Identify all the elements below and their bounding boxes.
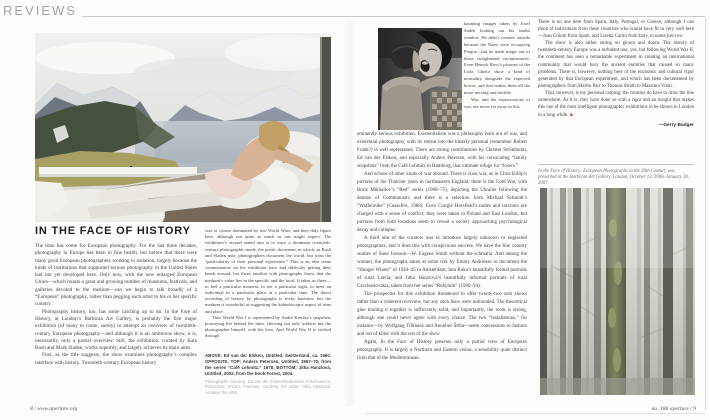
author-signature: —Gerry Badger — [658, 123, 694, 129]
text-column-2 — [205, 228, 331, 353]
paragraph: was of course dominated by two World Wars, and they duly figure here, although not quite as much as one might expect. The exhibition’s second stated aim is to trace a dominant twentieth-century photographic mode, the poetic document, in which, as Bush and Sladen note, photographers document the world, but from the “particularity of their personal experience.” This is an idea some commentators on the exhibition have had difficulty getting their heads around, but those familiar with photography know that the medium’s value lies in the specific and the local. It takes us there—to feel a particular moment, to see a particular sight, to meet an individual in a particular place at a particular time. The direct recording of history by photographs is tricky business, but the medium is wonderful at suggesting the kaleidoscopic aspect of time and place. — [205, 228, 331, 314]
paragraph: Thus World War I is represented by André Kertész’s snapshots portraying life behind the lines, showing not only soldiers but the photographer himself, with his love. And World War II is evoked through — [205, 314, 331, 339]
paragraph-text: That, however, is my personal carping; the curators do have to draw the line somewhere. As it is, they have done so with a rigor and an insight that makes this one of the most intelligent photographic exhibitions to be shown in London in a long while. — [538, 90, 694, 119]
paragraph: The show is also rather strong on gloom and doom. The history of twentieth-century Europe was a turbulent one, yes, but following World War II, the continent has seen a remarkable experiment in creating an international community that would bury the ancient enmities that caused so many problems. There is, however, nothing here of the economic and cultural vigor generated by that European experiment, and which has been documented by photographers from Martin Parr to Thomas Struth to Massimo Vitali. — [538, 41, 694, 89]
paragraph: A third aim of the curators was to introduce largely unknown or neglected photographers, and it does this with conspicuous success. We have the fine country studies of Sune Jonsson—W. Eugene Smith without the schmaltz. And among the women, the photographs taken at some risk by Emmy Andriesse to document the “Hunger Winter” of 1944–45 in Amsterdam; Inta Ruka’s beautifully formal portraits of rural Latvia; and Jitka Hanzlová’s beautifully informal portraits of rural Czechoslovakia, taken from her series “Rokytník” (1990–94). — [357, 236, 527, 289]
divider-rule — [538, 164, 694, 165]
foggy-forest-illustration — [540, 188, 695, 395]
paragraph: There is no one here from Spain, Italy, Portugal, or Greece, although I can think of individuals from these countries who would have fit in very well here—Joan Colom from Spain, and Lisetta Carmi from Italy, to name just two. — [538, 20, 694, 40]
page-gutter — [344, 20, 356, 406]
footer-page-left: 8 / www.aperture.org — [30, 406, 78, 412]
photo-credits: Photographs courtesy: Ed van der Elsken/Nederlands Fotomuseum, Rotterdam; Anders Petersen, courtesy the artist; Jitka Hanzlová, courtesy the artist. — [205, 379, 331, 395]
page-edge-bottom — [365, 413, 705, 414]
photo-cafe-lehmitz — [378, 28, 462, 130]
photo-forest — [540, 188, 695, 395]
paragraph: Again, In the Face of History presents only a partial view of European photography. It is largely a Northern and Eastern vision, a sensibility quite distinct from that of the Mediterranean. — [357, 340, 527, 361]
text-column-3-beside-photo — [464, 21, 530, 131]
embracing-couple-illustration — [378, 28, 462, 130]
photo-caption: ABOVE: Ed van der Elsken, Untitled, Switzerland, ca. 1960. OPPOSITE, TOP: Anders Petersen, Untitled, 1967–70, from the series “Café Lehmitz,” 1978; BOTTOM: Jitka Hanzlová, Untitled, 2002, from the book Forest, 2004. — [205, 353, 331, 376]
article-title: IN THE FACE OF HISTORY — [35, 225, 191, 237]
exhibition-note: In the Face of History: European Photographs in the 20th Century was presented at the Barbican Art Gallery, London, October 13, 2006–January 28, 2007. — [538, 169, 689, 186]
paragraph: eminently serious exhibition. Existentialism was a philosophy born out of war, and existential photography, with its retreat into the bleakly personal (remember Robert Frank?) is well represented. There are strong contributions by Christer Strömholm, Ed van der Elsken, and especially Anders Petersen, with his coruscating “family snapshots” from the Café Lehmitz in Hamburg, that ultimate refuge for “losers.” — [357, 132, 527, 169]
text-column-1 — [35, 243, 197, 390]
footer-page-right: no. 186 aperture / 9 — [651, 406, 696, 412]
paragraph: The time has come for European photography. For the last three decades, photography in Europe has been in fine health, but before that there were many good European photographers working in isolation, largely because the kinds of institutions that supported serious photography in the United States had not yet developed here. Only now, with the new enlarged European Union—which boasts a great and growing number of museums, festivals, and galleries devoted to the medium—can we begin to talk broadly of a “European” photography, rather than pegging each artist to his or her specific country. — [35, 243, 197, 308]
paragraph: War, and the repercussions of war, are never far away in this — [464, 96, 530, 109]
paragraph: And echoes of other kinds of war abound. There is class war, as in Chris Killip’s pictures of the Thatcher years in northeastern England; there is the Cold War, with Boris Mikhailov’s “Red” series (1968–75), depicting the Ukraine following the demise of Communism; and there is a selection from Michael Schmidt’s “Waffenruhe” (Ceasefire, 1988). Even Craigie Horsfield’s nudes and interiors are charged with a sense of conflict; they were taken in Poland and East London, but pictures from both locations seem to reveal a society approaching psychological decay and collapse. — [357, 172, 527, 233]
paragraph: haunting images taken by Josef Sudek looking out his studio window. He didn’t venture outside because the Nazis were occupying Prague—but he made magic out of those straightened circumstances. Even Henryk Ross’s pictures of the Lodz Ghetto show a kind of normality alongside the expected horror, and that makes them all the more moving and terrible. — [464, 21, 530, 96]
paragraph: The prospectus for this exhibition threatened to offer twenty-two solo shows rather than a coherent overview, but any such fears were unfounded. The theoretical glue binding it together is sufficiently solid, and importantly, the work is strong, although one could never agree with every choice. The two “installations,” for instance—by Wolfgang Tillmans and Annelies Štrba—seem concessions to fashion and out of kilter with the rest of the show. — [357, 292, 527, 337]
photo-reclining-woman-alps — [35, 33, 331, 222]
page-edge-right — [705, 18, 706, 410]
paragraph — [538, 90, 694, 119]
text-column-4 — [538, 19, 694, 161]
section-rule — [82, 16, 705, 17]
end-mark: ◆ — [569, 112, 574, 118]
paragraph: Photography history, too, has some catching up to do. In the Face of History, at London’s Barbican Art Gallery, is probably the first major exhibition (of many to come, surely) to attempt an overview of twentieth-century European photography—and although it is an ambitious show, it is, necessarily, only a partial overview. Still, the exhibition, curated by Kate Bush and Mark Sladen, works superbly, and largely achieves its main aims. — [35, 308, 197, 352]
alps-window-illustration — [35, 33, 331, 222]
section-header: REVIEWS — [3, 3, 77, 18]
paragraph: First, as the title suggests, the show examines photography’s complex interface with history. Twentieth-century European history — [35, 352, 197, 366]
text-column-3-below-photo — [357, 131, 527, 395]
